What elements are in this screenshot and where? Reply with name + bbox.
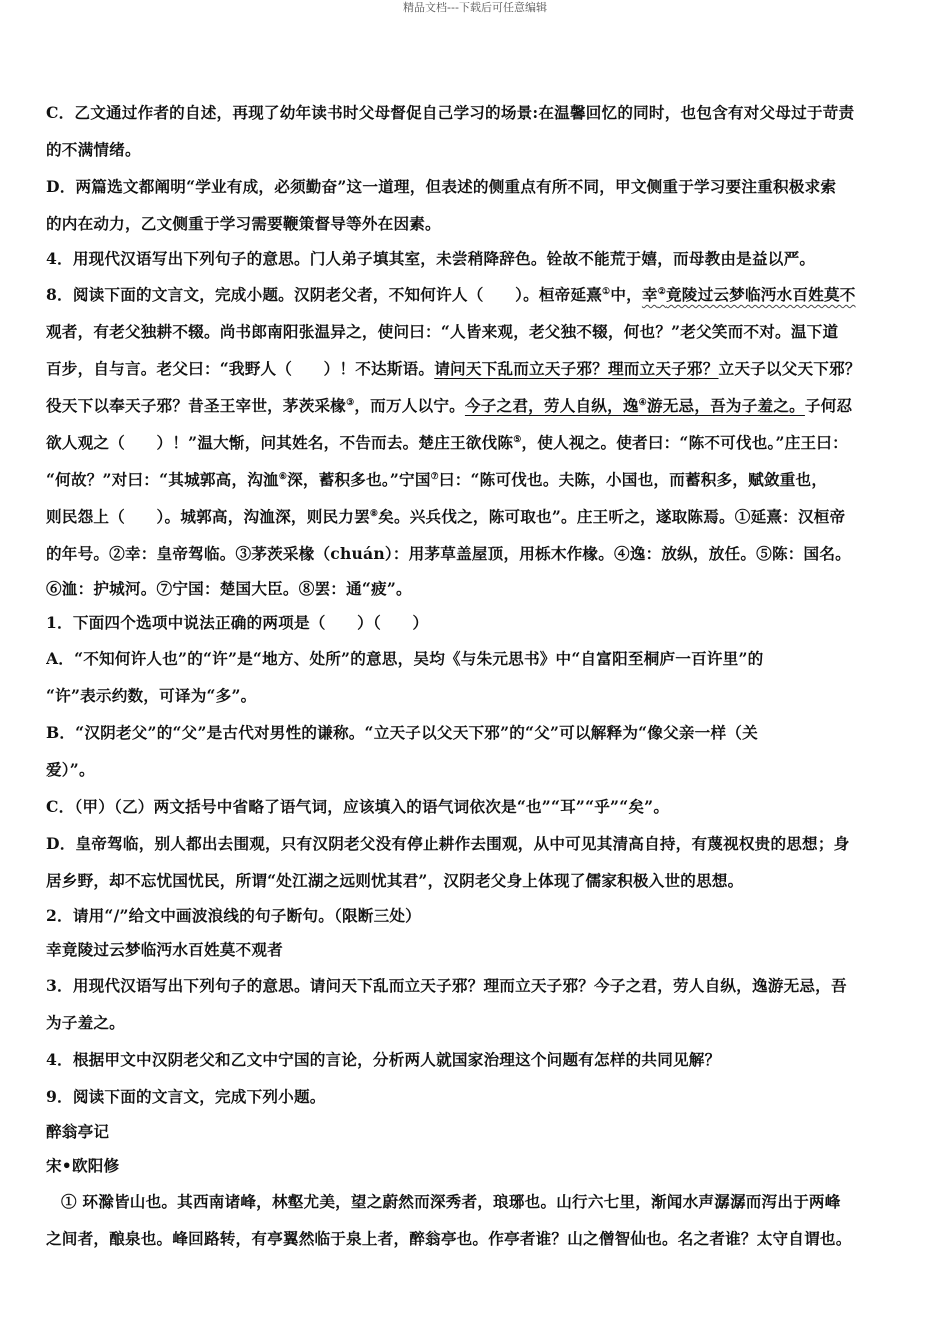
question-3-prompt: 3．用现代汉语写出下列句子的意思。请问天下乱而立天子邪？理而立天子邪？今子之君，劳人自纵，逸游无忌，吾 — [46, 976, 847, 995]
question-9-prompt: 9．阅读下面的文言文，完成下列小题。 — [46, 1087, 326, 1106]
passage-author: 宋•欧阳修 — [46, 1156, 120, 1175]
page-header: 精品文档---下载后可任意编辑 — [403, 1, 547, 14]
text-span: 曰：“陈可伐也。夫陈，小国也，而蓄积多，赋敛重也， — [438, 470, 828, 489]
option-b-text-cont: 爱）”。 — [46, 760, 95, 779]
footnote-marker: ⑧ — [369, 509, 379, 519]
question-1-prompt: 1．下面四个选项中说法正确的两项是（ ）（ ） — [46, 613, 429, 632]
text-span: 役天下以奉天子邪？昔圣王宰世，茅茨采椽 — [46, 396, 347, 415]
passage-8-line — [46, 276, 908, 313]
passage-8-line — [46, 498, 908, 535]
option-a-text: A．“不知何许人也”的“许”是“地方、处所”的意思，吴均《与朱元思书》中“自富阳至桐庐一百许里”的 — [46, 649, 764, 668]
passage-8-line — [46, 461, 908, 498]
footnotes-line: 的年号。②幸：皇帝驾临。③茅茨采椽（chuán）：用茅草盖屋顶，用栎木作椽。④逸：放纵，放任。⑤陈：国名。 — [46, 544, 851, 563]
text-span: 则民怨上（ ）。城郭高，沟洫深，则民力罢 — [46, 507, 370, 526]
footnote-marker: ① — [602, 287, 611, 297]
footnote-marker: ⑤ — [513, 435, 522, 445]
underlined-sentence: 请问天下乱而立天子邪？理而立天子邪？ — [434, 359, 719, 378]
question-2-sentence: 幸竟陵过云梦临沔水百姓莫不观者 — [46, 940, 283, 959]
footnotes-line: ⑥洫：护城河。⑦宁国：楚国大臣。⑧罢：通“疲”。 — [46, 579, 412, 598]
text-span: 游无忌，吾为子羞之。 — [646, 396, 805, 415]
text-span: 深，蓄积多也。”宁国 — [287, 470, 431, 489]
question-4-prompt: 4．根据甲文中汉阴老父和乙文中宁国的言论，分析两人就国家治理这个问题有怎样的共同见解？ — [46, 1050, 721, 1069]
text-span: 竟陵过云梦临沔水百姓莫不 — [666, 285, 856, 304]
text-span: 百步，自与言。老父曰：“我野人（ ）！不达斯语。 — [46, 359, 435, 378]
wavy-underlined-sentence — [642, 285, 856, 304]
option-c-text: C．乙文通过作者的自述，再现了幼年读书时父母督促自己学习的场景:在温馨回忆的同时，也包含有对父母过于苛责 — [46, 103, 855, 122]
question-2-prompt: 2．请用“/”给文中画波浪线的句子断句。（限断三处） — [46, 906, 421, 925]
option-b-text: B．“汉阴老父”的“父”是古代对男性的谦称。“立天子以父天下邪”的“父”可以解释为“像父亲一样（关 — [46, 723, 758, 742]
option-a-text-cont: “许”表示约数，可译为“多”。 — [46, 686, 257, 705]
text-span: 子何忍 — [804, 396, 853, 415]
text-span: ，而万人以宁。 — [354, 396, 465, 415]
text-span: 中， — [610, 285, 642, 304]
passage-8-line: 观者，有老父独耕不辍。尚书郎南阳张温异之，使问曰：“人皆来观，老父独不辍，何也？”老父笑而不对。温下道 — [46, 322, 839, 341]
option-d-text-cont: 居乡野，却不忘忧国忧民，所谓“处江湖之远则忧其君”，汉阴老父身上体现了儒家积极入世的思想。 — [46, 871, 744, 890]
footnote-marker: ⑥ — [278, 472, 288, 482]
option-d-text: D．两篇选文都阐明“学业有成，必须勤奋”这一道理，但表述的侧重点有所不同，甲文侧重于学习要注重积极求索 — [46, 177, 837, 196]
text-span: “何故？”对曰：“其城郭高，沟洫 — [46, 470, 279, 489]
text-span: ，使人视之。使者曰：“陈不可伐也。”庄王曰： — [521, 433, 848, 452]
option-d-text: D．皇帝驾临，别人都出去围观，只有汉阴老父没有停止耕作去围观，从中可见其清高自持，有蔑视权贵的思想；身 — [46, 834, 850, 853]
text-span: 今子之君，劳人自纵，逸 — [464, 396, 639, 415]
text-span: 立天子以父天下邪？ — [718, 359, 861, 378]
text-span: 8．阅读下面的文言文，完成小题。汉阴老父者，不知何许人（ ）。桓帝延熹 — [46, 285, 603, 304]
footnote-marker: ④ — [638, 398, 647, 408]
option-d-text-cont: 的内在动力，乙文侧重于学习需要鞭策督导等外在因素。 — [46, 214, 441, 233]
text-span: 矣。兴兵伐之，陈可取也”。庄王听之，遂取陈焉。①延熹：汉桓帝 — [378, 507, 846, 526]
underlined-sentence — [465, 396, 805, 415]
passage-9-line: 之间者，酿泉也。峰回路转，有亭翼然临于泉上者，醉翁亭也。作亭者谁？山之僧智仙也。名之者谁？太守自谓也。 — [46, 1229, 852, 1248]
passage-9-line — [46, 1183, 908, 1220]
text-span: 欲人观之（ ）！”温大惭，问其姓名，不告而去。楚庄王欲伐陈 — [46, 433, 514, 452]
question-3-prompt-cont: 为子羞之。 — [46, 1013, 125, 1032]
footnote-marker: ② — [657, 287, 666, 297]
text-span: ① 环滁皆山也。其西南诸峰，林壑尤美，望之蔚然而深秀者，琅琊也。山行六七里，渐闻水声潺潺而泻出于两峰 — [61, 1192, 841, 1211]
document-body — [46, 94, 908, 1257]
passage-title: 醉翁亭记 — [46, 1122, 110, 1141]
text-span: 幸 — [641, 285, 658, 304]
passage-8-line — [46, 350, 908, 387]
passage-8-line — [46, 387, 908, 424]
option-c-text: C．（甲）（乙）两文括号中省略了语气词，应该填入的语气词依次是“也”“耳”“乎”“矣”。 — [46, 797, 670, 816]
passage-8-line — [46, 424, 908, 461]
question-4-translate: 4．用现代汉语写出下列句子的意思。门人弟子填其室，未尝稍降辞色。铨故不能荒于嬉，而母教由是益以严。 — [46, 249, 816, 268]
footnote-marker: ③ — [346, 398, 355, 408]
footnote-marker: ⑦ — [430, 472, 439, 482]
option-c-text-cont: 的不满情绪。 — [46, 140, 141, 159]
